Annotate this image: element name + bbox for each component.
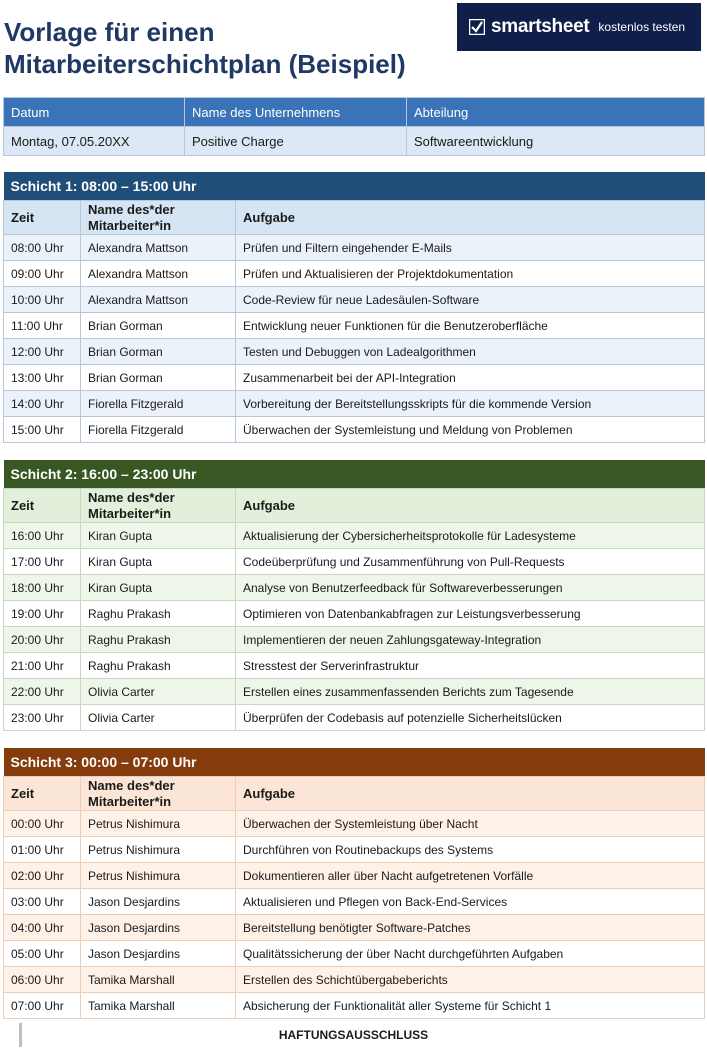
row-task: Aktualisieren und Pflegen von Back-End-Services bbox=[236, 889, 705, 915]
column-header-name-line-1: Name des*der bbox=[88, 489, 175, 505]
row-employee-name: Kiran Gupta bbox=[81, 523, 236, 549]
row-task: Qualitätssicherung der über Nacht durchgeführten Aufgaben bbox=[236, 941, 705, 967]
row-time: 21:00 Uhr bbox=[4, 653, 81, 679]
row-task: Prüfen und Filtern eingehender E-Mails bbox=[236, 235, 705, 261]
row-task: Erstellen des Schichtübergabeberichts bbox=[236, 967, 705, 993]
shift-2-table bbox=[3, 460, 705, 731]
row-time: 22:00 Uhr bbox=[4, 679, 81, 705]
info-value-department: Softwareentwicklung bbox=[407, 127, 705, 156]
row-time: 06:00 Uhr bbox=[4, 967, 81, 993]
row-task: Code-Review für neue Ladesäulen-Software bbox=[236, 287, 705, 313]
row-time: 08:00 Uhr bbox=[4, 235, 81, 261]
row-time: 15:00 Uhr bbox=[4, 417, 81, 443]
table-row bbox=[4, 915, 705, 941]
info-header-row bbox=[4, 98, 705, 127]
row-time: 02:00 Uhr bbox=[4, 863, 81, 889]
table-row bbox=[4, 941, 705, 967]
table-row bbox=[4, 235, 705, 261]
table-row bbox=[4, 523, 705, 549]
row-employee-name: Kiran Gupta bbox=[81, 549, 236, 575]
table-row bbox=[4, 653, 705, 679]
table-row bbox=[4, 261, 705, 287]
column-header-name bbox=[81, 489, 236, 523]
brand-name: smartsheet bbox=[491, 16, 590, 37]
row-time: 14:00 Uhr bbox=[4, 391, 81, 417]
row-employee-name: Olivia Carter bbox=[81, 679, 236, 705]
row-employee-name: Alexandra Mattson bbox=[81, 261, 236, 287]
shift-3-table bbox=[3, 748, 705, 1019]
row-time: 13:00 Uhr bbox=[4, 365, 81, 391]
column-header-name-line-1: Name des*der bbox=[88, 201, 175, 217]
row-task: Stresstest der Serverinfrastruktur bbox=[236, 653, 705, 679]
row-task: Prüfen und Aktualisieren der Projektdokumentation bbox=[236, 261, 705, 287]
row-time: 20:00 Uhr bbox=[4, 627, 81, 653]
row-employee-name: Alexandra Mattson bbox=[81, 287, 236, 313]
row-time: 17:00 Uhr bbox=[4, 549, 81, 575]
table-row bbox=[4, 993, 705, 1019]
row-employee-name: Brian Gorman bbox=[81, 339, 236, 365]
row-task: Testen und Debuggen von Ladealgorithmen bbox=[236, 339, 705, 365]
column-header-name bbox=[81, 201, 236, 235]
row-employee-name: Jason Desjardins bbox=[81, 915, 236, 941]
row-task: Implementieren der neuen Zahlungsgateway-Integration bbox=[236, 627, 705, 653]
row-employee-name: Raghu Prakash bbox=[81, 653, 236, 679]
row-employee-name: Jason Desjardins bbox=[81, 941, 236, 967]
row-task: Überwachen der Systemleistung und Meldung von Problemen bbox=[236, 417, 705, 443]
column-header-name-line-2: Mitarbeiter*in bbox=[88, 793, 172, 809]
table-row bbox=[4, 339, 705, 365]
row-task: Zusammenarbeit bei der API-Integration bbox=[236, 365, 705, 391]
shift-title-row bbox=[4, 460, 705, 489]
row-task: Absicherung der Funktionalität aller Systeme für Schicht 1 bbox=[236, 993, 705, 1019]
column-header-name-line-2: Mitarbeiter*in bbox=[88, 217, 172, 233]
column-header-row bbox=[4, 777, 705, 811]
row-employee-name: Tamika Marshall bbox=[81, 993, 236, 1019]
trial-link-text: kostenlos testen bbox=[598, 20, 686, 34]
row-task: Optimieren von Datenbankabfragen zur Leistungsverbesserung bbox=[236, 601, 705, 627]
row-time: 05:00 Uhr bbox=[4, 941, 81, 967]
column-header-time: Zeit bbox=[4, 777, 81, 811]
table-row bbox=[4, 601, 705, 627]
row-employee-name: Raghu Prakash bbox=[81, 627, 236, 653]
column-header-name bbox=[81, 777, 236, 811]
table-row bbox=[4, 627, 705, 653]
table-row bbox=[4, 417, 705, 443]
disclaimer-link[interactable]: HAFTUNGSAUSSCHLUSS bbox=[278, 1028, 429, 1042]
column-header-task: Aufgabe bbox=[236, 777, 705, 811]
row-employee-name: Alexandra Mattson bbox=[81, 235, 236, 261]
row-employee-name: Jason Desjardins bbox=[81, 889, 236, 915]
column-header-task: Aufgabe bbox=[236, 201, 705, 235]
table-row bbox=[4, 679, 705, 705]
smartsheet-trial-banner[interactable] bbox=[457, 3, 701, 51]
page-title-line-1: Vorlage für einen bbox=[4, 17, 215, 47]
column-header-name-line-1: Name des*der bbox=[88, 777, 175, 793]
info-header-department: Abteilung bbox=[407, 98, 705, 127]
table-row bbox=[4, 863, 705, 889]
column-header-time: Zeit bbox=[4, 201, 81, 235]
row-employee-name: Kiran Gupta bbox=[81, 575, 236, 601]
row-task: Vorbereitung der Bereitstellungsskripts für die kommende Version bbox=[236, 391, 705, 417]
row-time: 03:00 Uhr bbox=[4, 889, 81, 915]
row-time: 07:00 Uhr bbox=[4, 993, 81, 1019]
info-value-company: Positive Charge bbox=[185, 127, 407, 156]
row-task: Analyse von Benutzerfeedback für Softwareverbesserungen bbox=[236, 575, 705, 601]
row-time: 16:00 Uhr bbox=[4, 523, 81, 549]
table-row bbox=[4, 549, 705, 575]
shift-title-row bbox=[4, 748, 705, 777]
row-task: Durchführen von Routinebackups des Systems bbox=[236, 837, 705, 863]
table-row bbox=[4, 889, 705, 915]
table-row bbox=[4, 967, 705, 993]
row-task: Bereitstellung benötigter Software-Patches bbox=[236, 915, 705, 941]
row-time: 01:00 Uhr bbox=[4, 837, 81, 863]
row-employee-name: Fiorella Fitzgerald bbox=[81, 417, 236, 443]
page-title-line-2: Mitarbeiterschichtplan (Beispiel) bbox=[4, 49, 406, 79]
row-task: Entwicklung neuer Funktionen für die Benutzeroberfläche bbox=[236, 313, 705, 339]
row-employee-name: Olivia Carter bbox=[81, 705, 236, 731]
row-employee-name: Brian Gorman bbox=[81, 365, 236, 391]
info-value-date: Montag, 07.05.20XX bbox=[4, 127, 185, 156]
row-employee-name: Petrus Nishimura bbox=[81, 837, 236, 863]
row-time: 12:00 Uhr bbox=[4, 339, 81, 365]
row-task: Überwachen der Systemleistung über Nacht bbox=[236, 811, 705, 837]
row-employee-name: Fiorella Fitzgerald bbox=[81, 391, 236, 417]
info-header-company: Name des Unternehmens bbox=[185, 98, 407, 127]
column-header-row bbox=[4, 201, 705, 235]
info-header-date: Datum bbox=[4, 98, 185, 127]
table-row bbox=[4, 811, 705, 837]
table-row bbox=[4, 365, 705, 391]
row-employee-name: Petrus Nishimura bbox=[81, 811, 236, 837]
row-time: 10:00 Uhr bbox=[4, 287, 81, 313]
column-header-row bbox=[4, 489, 705, 523]
table-row bbox=[4, 287, 705, 313]
column-header-name-line-2: Mitarbeiter*in bbox=[88, 505, 172, 521]
table-row bbox=[4, 837, 705, 863]
row-task: Codeüberprüfung und Zusammenführung von Pull-Requests bbox=[236, 549, 705, 575]
info-table bbox=[3, 97, 705, 156]
row-task: Überprüfen der Codebasis auf potenzielle Sicherheitslücken bbox=[236, 705, 705, 731]
table-row bbox=[4, 313, 705, 339]
row-time: 11:00 Uhr bbox=[4, 313, 81, 339]
row-time: 04:00 Uhr bbox=[4, 915, 81, 941]
row-employee-name: Raghu Prakash bbox=[81, 601, 236, 627]
shift-title: Schicht 3: 00:00 – 07:00 Uhr bbox=[4, 748, 705, 777]
row-task: Erstellen eines zusammenfassenden Berichts zum Tagesende bbox=[236, 679, 705, 705]
row-employee-name: Brian Gorman bbox=[81, 313, 236, 339]
table-row bbox=[4, 575, 705, 601]
row-task: Aktualisierung der Cybersicherheitsprotokolle für Ladesysteme bbox=[236, 523, 705, 549]
shift-title-row bbox=[4, 172, 705, 201]
shift-title: Schicht 2: 16:00 – 23:00 Uhr bbox=[4, 460, 705, 489]
row-employee-name: Petrus Nishimura bbox=[81, 863, 236, 889]
table-row bbox=[4, 705, 705, 731]
shift-1-table bbox=[3, 172, 705, 443]
row-time: 23:00 Uhr bbox=[4, 705, 81, 731]
row-employee-name: Tamika Marshall bbox=[81, 967, 236, 993]
row-time: 18:00 Uhr bbox=[4, 575, 81, 601]
column-header-task: Aufgabe bbox=[236, 489, 705, 523]
info-value-row bbox=[4, 127, 705, 156]
table-row bbox=[4, 391, 705, 417]
row-time: 00:00 Uhr bbox=[4, 811, 81, 837]
shift-title: Schicht 1: 08:00 – 15:00 Uhr bbox=[4, 172, 705, 201]
column-header-time: Zeit bbox=[4, 489, 81, 523]
row-time: 19:00 Uhr bbox=[4, 601, 81, 627]
row-task: Dokumentieren aller über Nacht aufgetretenen Vorfälle bbox=[236, 863, 705, 889]
row-time: 09:00 Uhr bbox=[4, 261, 81, 287]
page-title bbox=[4, 16, 444, 80]
smartsheet-check-icon bbox=[469, 19, 485, 35]
